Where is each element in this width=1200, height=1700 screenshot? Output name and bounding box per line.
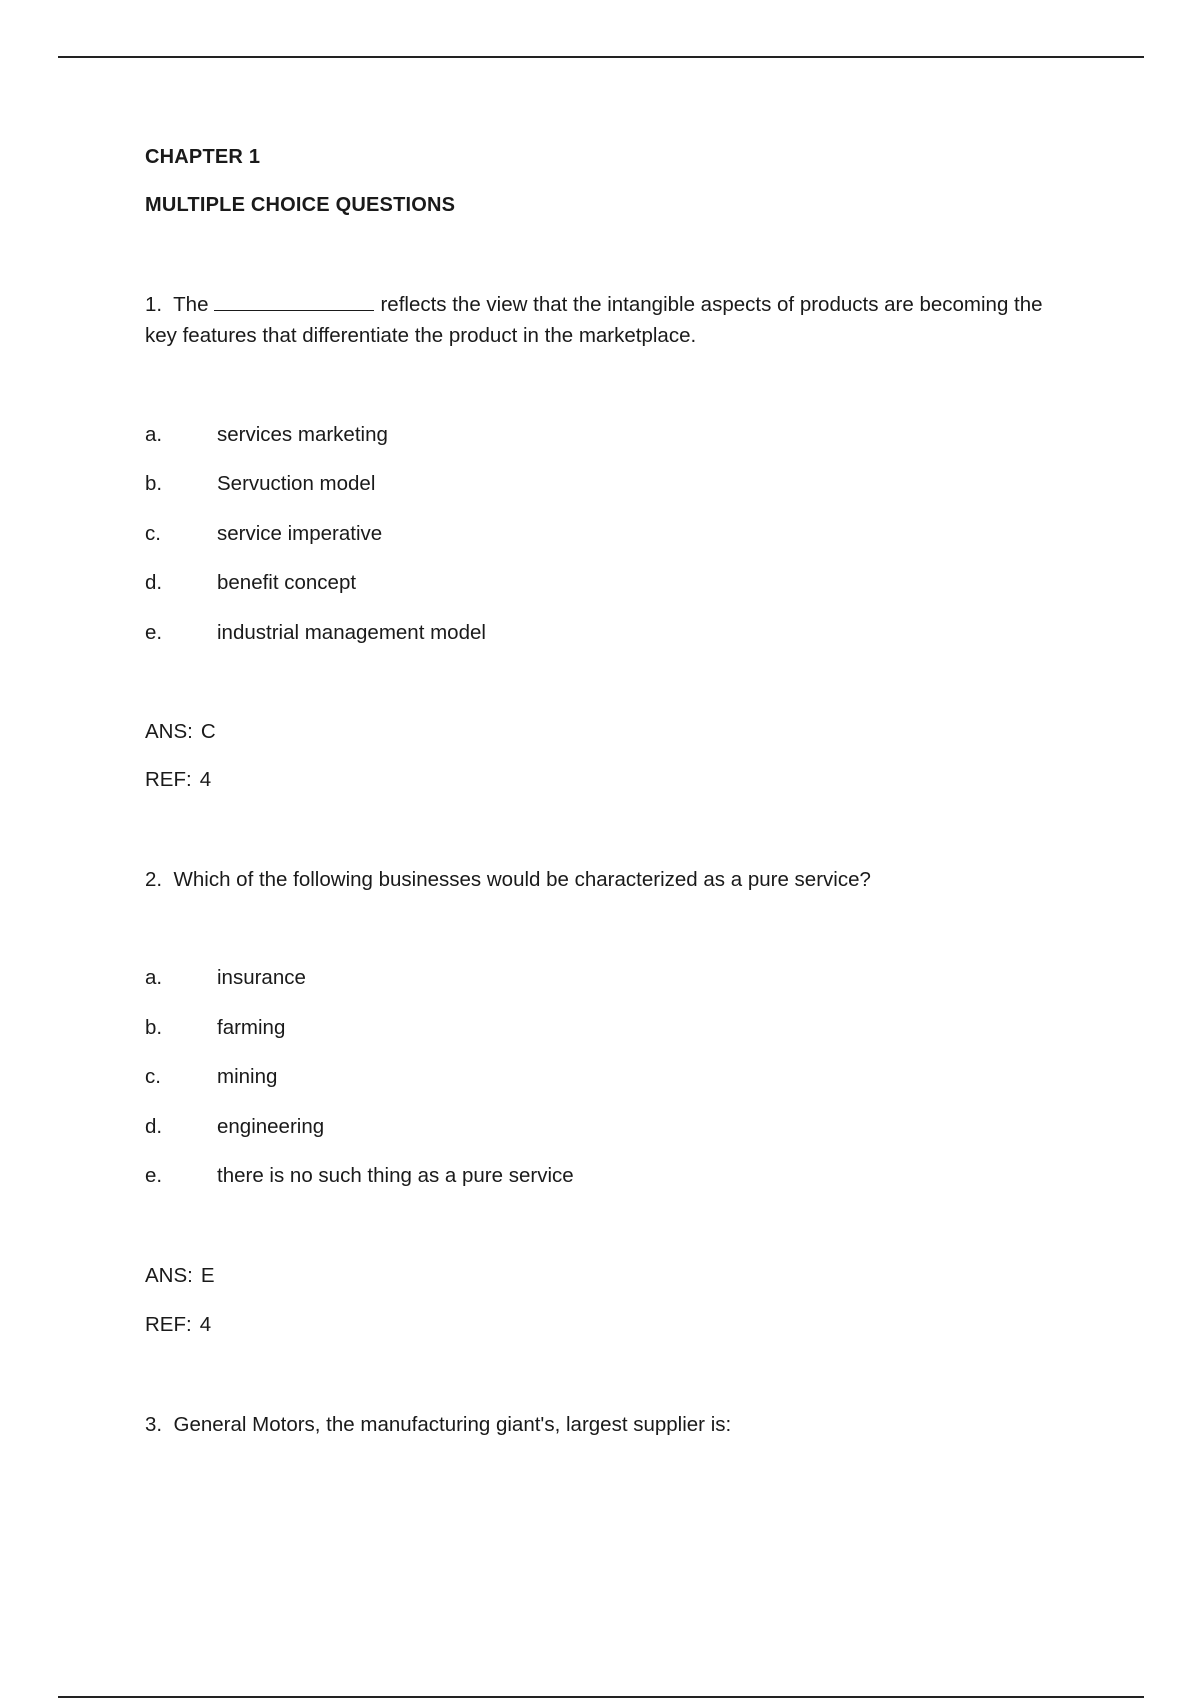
option-text: industrial management model — [217, 621, 486, 644]
reference-label: REF: — [145, 768, 192, 791]
option-letter: c. — [145, 522, 161, 545]
question-1 — [145, 289, 1075, 351]
question-1-reference — [145, 768, 211, 792]
question-2-option-a — [145, 966, 306, 990]
option-letter: b. — [145, 1016, 163, 1039]
answer-value: E — [200, 1264, 215, 1287]
question-2-answer — [145, 1264, 215, 1288]
question-text-end: reflects the view that the intangible aspects of products are becoming the key features that differentiate the product in the marketplace. — [145, 293, 1043, 347]
question-number: 2. — [145, 868, 163, 891]
question-number: 3. — [145, 1413, 163, 1436]
question-1-option-a — [145, 423, 388, 447]
question-text-start: The — [173, 293, 209, 316]
question-1-option-e — [145, 621, 486, 645]
option-letter: a. — [145, 423, 163, 446]
question-2-option-d — [145, 1115, 324, 1139]
answer-value: C — [200, 720, 216, 743]
answer-label: ANS: — [145, 1264, 193, 1287]
question-1-option-d — [145, 571, 356, 595]
bottom-rule — [58, 1696, 1144, 1698]
question-2 — [145, 864, 1075, 895]
option-text: engineering — [217, 1115, 325, 1138]
question-1-option-b — [145, 472, 375, 496]
question-number: 1. — [145, 293, 163, 316]
section-title: MULTIPLE CHOICE QUESTIONS — [145, 194, 456, 216]
option-text: there is no such thing as a pure service — [217, 1164, 574, 1187]
option-letter: d. — [145, 571, 163, 594]
chapter-title: CHAPTER 1 — [145, 146, 261, 168]
option-text: farming — [217, 1016, 286, 1039]
question-2-option-c — [145, 1065, 277, 1089]
option-letter: b. — [145, 472, 163, 495]
reference-value: 4 — [199, 768, 212, 791]
option-text: insurance — [217, 966, 306, 989]
option-text: benefit concept — [217, 571, 357, 594]
question-text: Which of the following businesses would be characterized as a pure service? — [173, 868, 871, 891]
answer-label: ANS: — [145, 720, 193, 743]
question-3 — [145, 1409, 1075, 1440]
question-text: General Motors, the manufacturing giant's, largest supplier is: — [173, 1413, 732, 1436]
option-letter: e. — [145, 1164, 163, 1187]
option-letter: d. — [145, 1115, 163, 1138]
question-1-option-c — [145, 522, 382, 546]
question-2-option-b — [145, 1016, 285, 1040]
option-text: service imperative — [217, 522, 383, 545]
reference-value: 4 — [199, 1313, 212, 1336]
answer-blank — [214, 292, 374, 311]
option-text: Servuction model — [217, 472, 376, 495]
question-2-reference — [145, 1313, 211, 1337]
question-1-answer — [145, 720, 216, 744]
option-letter: a. — [145, 966, 163, 989]
question-2-option-e — [145, 1164, 574, 1188]
option-text: mining — [217, 1065, 278, 1088]
option-letter: e. — [145, 621, 163, 644]
option-letter: c. — [145, 1065, 161, 1088]
top-rule — [58, 56, 1144, 58]
option-text: services marketing — [217, 423, 388, 446]
reference-label: REF: — [145, 1313, 192, 1336]
